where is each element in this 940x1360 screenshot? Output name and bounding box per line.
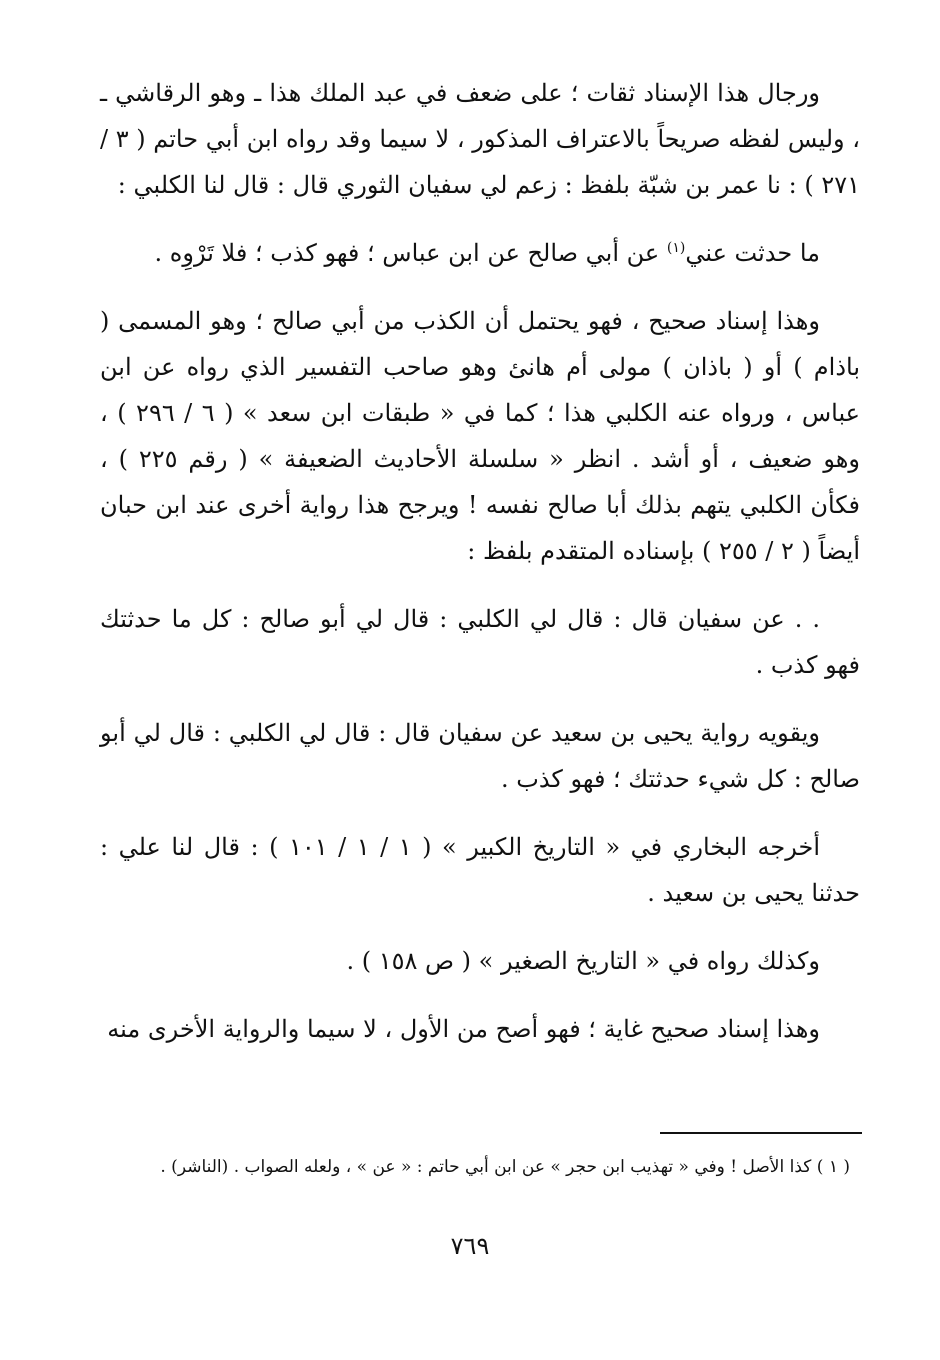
paragraph: وهذا إسناد صحيح ، فهو يحتمل أن الكذب من أبي صالح ؛ وهو المسمى ( باذام ) أو ( باذان ) مولى أم هانئ وهو صاحب التفسير الذي رواه عن ابن عباس ، ورواه عنه الكلبي هذا ؛ كما في « طبقات ابن سعد » ( ٦ / ٢٩٦ ) ، وهو ضعيف ، أو أشد . انظر « سلسلة الأحاديث الضعيفة » ( رقم ٢٢٥ ) ، فكأن الكلبي يتهم بذلك أبا صالح نفسه ! ويرجح هذا رواية أخرى عند ابن حبان أيضاً ( ٢ / ٢٥٥ ) بإسناده المتقدم بلفظ : (100, 307, 861, 565)
footnote-divider (660, 1132, 862, 1134)
quoted-saying (100, 230, 860, 276)
paragraph: ورجال هذا الإسناد ثقات ؛ على ضعف في عبد الملك هذا ـ وهو الرقاشي ـ ، وليس لفظه صريحاً بالاعتراف المذكور ، لا سيما وقد رواه ابن أبي حاتم ( ٣ / ٢٧١ ) : نا عمر بن شبّة بلفظ : زعم لي سفيان الثوري قال : قال لنا الكلبي : (100, 79, 860, 199)
page-number: ٧٦٩ (450, 1232, 490, 1260)
quote-text-start: ما حدثت عني (685, 239, 820, 267)
page-body (100, 70, 860, 1074)
quote-text-end: عن أبي صالح عن ابن عباس ؛ فهو كذب ؛ فلا تَرْوِه . (154, 239, 667, 267)
footnote-marker: (١) (666, 240, 686, 256)
paragraph: أخرجه البخاري في « التاريخ الكبير » ( ١ / ١ / ١٠١ ) : قال لنا علي : حدثنا يحيى بن سعيد . (100, 833, 860, 907)
paragraph: . . عن سفيان قال : قال لي الكلبي : قال لي أبو صالح : كل ما حدثتك فهو كذب . (100, 605, 860, 679)
footnote: ( ١ ) كذا الأصل ! وفي « تهذيب ابن حجر » عن ابن أبي حاتم : « عن » ، ولعله الصواب . (الناشر) . (160, 1157, 850, 1177)
paragraph: ويقويه رواية يحيى بن سعيد عن سفيان قال : قال لي الكلبي : قال لي أبو صالح : كل شيء حدثتك ؛ فهو كذب . (100, 719, 860, 793)
paragraph: وكذلك رواه في « التاريخ الصغير » ( ص ١٥٨ ) . (346, 947, 820, 975)
paragraph: وهذا إسناد صحيح غاية ؛ فهو أصح من الأول ، لا سيما والرواية الأخرى منه (107, 1015, 820, 1043)
